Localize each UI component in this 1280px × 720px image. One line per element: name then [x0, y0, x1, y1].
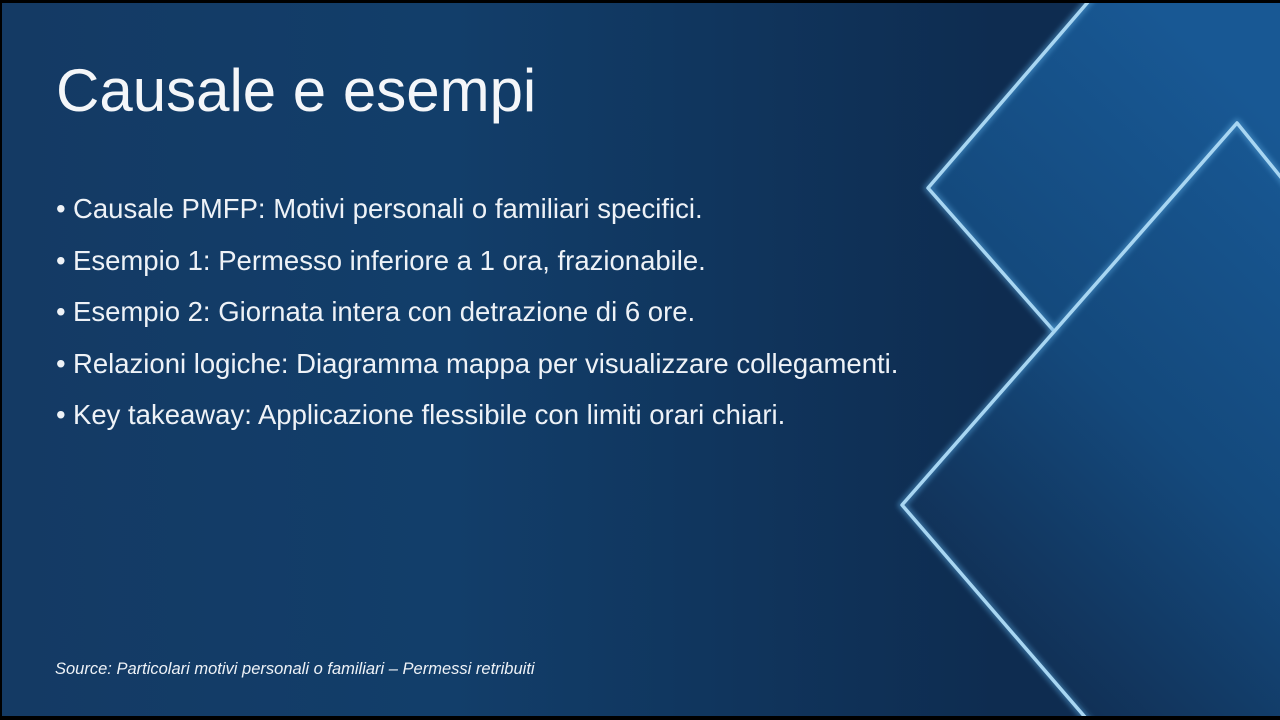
- slide-canvas: [2, 3, 1280, 716]
- bullet-item: [56, 338, 898, 390]
- bullet-marker: •: [56, 399, 66, 431]
- bullet-item: [56, 235, 898, 287]
- bullet-text: Key takeaway: Applicazione flessibile con limiti orari chiari.: [73, 399, 786, 431]
- bullet-list: [56, 183, 898, 441]
- bullet-marker: •: [56, 244, 66, 276]
- bullet-marker: •: [56, 296, 66, 328]
- bullet-text: Relazioni logiche: Diagramma mappa per visualizzare collegamenti.: [73, 347, 899, 379]
- bullet-text: Esempio 1: Permesso inferiore a 1 ora, frazionabile.: [73, 244, 706, 276]
- bullet-text: Causale PMFP: Motivi personali o familiari specifici.: [73, 193, 703, 224]
- slide-title: Causale e esempi: [56, 57, 537, 124]
- bullet-item: [56, 286, 898, 338]
- bullet-item: [56, 389, 898, 441]
- bullet-marker: •: [56, 347, 66, 379]
- bullet-text: Esempio 2: Giornata intera con detrazione di 6 ore.: [73, 296, 696, 328]
- bullet-item: [56, 183, 898, 235]
- bullet-marker: •: [56, 193, 66, 224]
- source-note: Source: Particolari motivi personali o familiari – Permessi retribuiti: [55, 660, 535, 678]
